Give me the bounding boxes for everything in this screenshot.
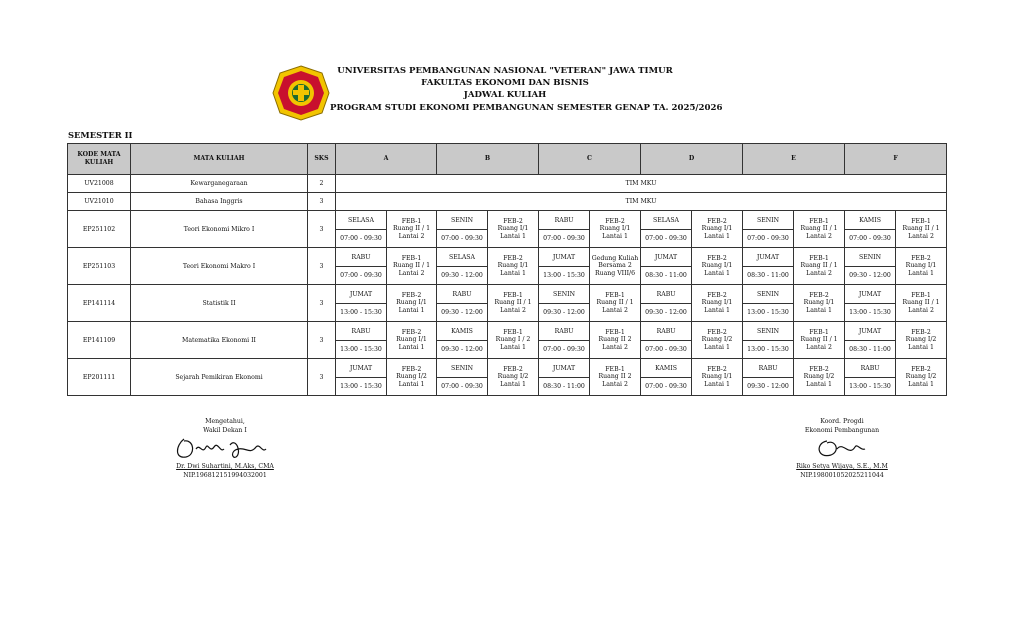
class-room-line: Lantai 1 xyxy=(806,306,832,314)
class-time: 08:30 - 11:00 xyxy=(539,378,590,396)
header-class-c: C xyxy=(539,144,641,175)
class-time: 13:00 - 15:30 xyxy=(336,378,387,396)
class-room-line: Ruang II / 1 xyxy=(800,262,838,270)
class-room-line: Lantai 1 xyxy=(398,380,425,388)
class-day: JUMAT xyxy=(641,248,692,267)
class-room-line: Ruang II / 1 xyxy=(392,225,431,233)
class-room-line: FEB-2 xyxy=(605,217,625,225)
class-room xyxy=(387,285,437,322)
mku-note: TIM MKU xyxy=(336,193,947,211)
class-room-line: Lantai 1 xyxy=(908,380,934,388)
class-room-line: Ruang II / 1 xyxy=(800,336,838,344)
class-room-line: FEB-2 xyxy=(911,328,931,336)
class-day: SENIN xyxy=(743,285,794,304)
class-room xyxy=(590,248,641,285)
course-code: EP141109 xyxy=(68,322,131,359)
course-name: Teori Ekonomi Mikro I xyxy=(131,211,308,248)
class-room-line: FEB-1 xyxy=(401,254,422,262)
course-sks: 3 xyxy=(308,193,336,211)
class-time: 13:00 - 15:30 xyxy=(845,378,896,396)
header-class-f: F xyxy=(845,144,947,175)
class-room-line: Lantai 2 xyxy=(500,306,526,314)
class-day: RABU xyxy=(539,211,590,230)
course-sks: 3 xyxy=(308,322,336,359)
class-time: 07:00 - 09:30 xyxy=(336,230,387,248)
class-room-line: Lantai 1 xyxy=(500,343,526,351)
class-room-line: FEB-2 xyxy=(401,365,422,373)
class-room-line: Lantai 2 xyxy=(908,306,934,314)
class-room-line: Lantai 1 xyxy=(806,380,832,388)
class-room-line: Lantai 2 xyxy=(398,269,425,277)
header-class-e: E xyxy=(743,144,845,175)
class-room-line: Ruang I/1 xyxy=(599,225,631,233)
class-room-line: Lantai 2 xyxy=(602,380,628,388)
class-room xyxy=(590,211,641,248)
class-room-line: FEB-1 xyxy=(503,328,523,336)
class-room xyxy=(488,322,539,359)
class-room-line: Lantai 1 xyxy=(500,269,526,277)
course-sks: 3 xyxy=(308,211,336,248)
class-time: 08:30 - 11:00 xyxy=(845,341,896,359)
table-row xyxy=(68,193,947,211)
class-room-line: Ruang I/2 xyxy=(905,336,937,344)
class-time: 07:00 - 09:30 xyxy=(641,230,692,248)
table-header-row xyxy=(68,144,947,175)
signature-right-name: Riko Setya Wijaya, S.E., M.M xyxy=(796,463,888,471)
class-day: JUMAT xyxy=(336,285,387,304)
class-room-line: Lantai 1 xyxy=(704,306,730,314)
class-day: KAMIS xyxy=(845,211,896,230)
class-room xyxy=(488,211,539,248)
class-room xyxy=(794,322,845,359)
class-room-line: Ruang I/1 xyxy=(396,299,427,307)
university-logo xyxy=(272,65,330,121)
class-time: 13:00 - 15:30 xyxy=(336,304,387,322)
class-room-line: Lantai 2 xyxy=(806,269,832,277)
class-room xyxy=(692,285,743,322)
class-room xyxy=(896,285,947,322)
class-day: JUMAT xyxy=(845,322,896,341)
class-room-line: Lantai 1 xyxy=(398,306,425,314)
class-room xyxy=(896,359,947,396)
class-room xyxy=(794,359,845,396)
class-room-line: FEB-1 xyxy=(401,217,422,225)
class-room-line: Lantai 1 xyxy=(398,343,425,351)
course-sks: 3 xyxy=(308,285,336,322)
class-room xyxy=(794,248,845,285)
class-room-line: Gedung Kuliah xyxy=(591,254,639,262)
class-room xyxy=(387,322,437,359)
signature-right-nip: NIP.198001052025211044 xyxy=(800,471,884,479)
course-code: EP251102 xyxy=(68,211,131,248)
class-room-line: Ruang I/2 xyxy=(905,373,937,381)
course-code: EP141114 xyxy=(68,285,131,322)
class-room-line: Ruang I/1 xyxy=(701,225,733,233)
class-time: 09:30 - 12:00 xyxy=(437,304,488,322)
class-room-line: Ruang I/2 xyxy=(396,373,427,381)
class-time: 07:00 - 09:30 xyxy=(437,230,488,248)
table-row xyxy=(68,248,947,267)
header-class-d: D xyxy=(641,144,743,175)
class-room-line: Ruang II / 1 xyxy=(902,299,940,307)
class-day: JUMAT xyxy=(743,248,794,267)
class-room-line: FEB-2 xyxy=(707,254,727,262)
class-room-line: Lantai 2 xyxy=(806,343,832,351)
program-title: PROGRAM STUDI EKONOMI PEMBANGUNAN SEMESTER GENAP TA. 2025/2026 xyxy=(330,102,723,113)
course-code: UV21010 xyxy=(68,193,131,211)
class-room xyxy=(794,285,845,322)
class-day: JUMAT xyxy=(336,359,387,378)
class-room-line: FEB-1 xyxy=(911,217,931,225)
course-sks: 2 xyxy=(308,175,336,193)
class-room-line: FEB-1 xyxy=(605,291,625,299)
course-sks: 3 xyxy=(308,248,336,285)
class-time: 09:30 - 12:00 xyxy=(539,304,590,322)
class-room-line: Lantai 1 xyxy=(602,232,628,240)
class-day: SENIN xyxy=(539,285,590,304)
class-time: 13:00 - 15:30 xyxy=(743,341,794,359)
class-room xyxy=(488,248,539,285)
class-room-line: Ruang I/1 xyxy=(701,373,733,381)
university-title: UNIVERSITAS PEMBANGUNAN NASIONAL "VETERAN" JAWA TIMUR xyxy=(337,66,673,76)
semester-label: SEMESTER II xyxy=(68,130,133,140)
document-header xyxy=(0,63,1024,123)
header-mata-kuliah: MATA KULIAH xyxy=(131,144,308,175)
class-room-line: Bersama 2 xyxy=(598,262,632,270)
logo-emblem-icon xyxy=(272,65,330,121)
class-room-line: Ruang II / 1 xyxy=(800,225,838,233)
class-time: 07:00 - 09:30 xyxy=(437,378,488,396)
class-room-line: Ruang I/2 xyxy=(803,373,835,381)
table-row xyxy=(68,285,947,304)
class-room xyxy=(794,211,845,248)
class-room-line: Ruang II / 1 xyxy=(392,262,431,270)
class-room xyxy=(387,248,437,285)
header-kode: KODE MATA KULIAH xyxy=(68,144,131,175)
signature-left-line2: Wakil Dekan I xyxy=(203,426,247,434)
class-day: SENIN xyxy=(743,322,794,341)
course-name: Statistik II xyxy=(131,285,308,322)
class-room xyxy=(590,359,641,396)
class-time: 07:00 - 09:30 xyxy=(539,341,590,359)
class-day: SENIN xyxy=(437,211,488,230)
course-name: Sejarah Pemikiran Ekonomi xyxy=(131,359,308,396)
class-day: KAMIS xyxy=(437,322,488,341)
class-room-line: Ruang I/1 xyxy=(497,262,529,270)
class-day: RABU xyxy=(336,248,387,267)
header-class-a: A xyxy=(336,144,437,175)
class-day: RABU xyxy=(641,285,692,304)
class-room-line: Lantai 2 xyxy=(806,232,832,240)
mku-note: TIM MKU xyxy=(336,175,947,193)
faculty-title: FAKULTAS EKONOMI DAN BISNIS xyxy=(421,78,589,89)
class-time: 09:30 - 12:00 xyxy=(743,378,794,396)
class-room-line: FEB-1 xyxy=(809,328,829,336)
class-time: 08:30 - 11:00 xyxy=(743,267,794,285)
class-room-line: FEB-2 xyxy=(911,254,931,262)
class-room-line: FEB-1 xyxy=(605,365,625,373)
class-room-line: Lantai 1 xyxy=(704,269,730,277)
class-time: 07:00 - 09:30 xyxy=(641,341,692,359)
class-time: 08:30 - 11:00 xyxy=(641,267,692,285)
class-room-line: FEB-2 xyxy=(707,328,727,336)
class-room xyxy=(692,248,743,285)
class-room-line: Lantai 2 xyxy=(602,343,628,351)
signature-left-line1: Mengetahui, xyxy=(205,418,245,425)
class-day: RABU xyxy=(437,285,488,304)
header-sks: SKS xyxy=(308,144,336,175)
class-day: SENIN xyxy=(845,248,896,267)
signature-left-nip: NIP.196812151994032001 xyxy=(183,471,267,479)
class-room-line: Ruang I / 2 xyxy=(495,336,531,344)
course-sks: 3 xyxy=(308,359,336,396)
class-time: 07:00 - 09:30 xyxy=(539,230,590,248)
class-room xyxy=(692,211,743,248)
class-room-line: FEB-2 xyxy=(707,217,727,225)
class-day: RABU xyxy=(539,322,590,341)
class-room-line: Ruang II / 1 xyxy=(596,299,634,307)
class-time: 13:00 - 15:30 xyxy=(743,304,794,322)
class-room xyxy=(488,359,539,396)
class-room xyxy=(387,359,437,396)
course-code: EP201111 xyxy=(68,359,131,396)
class-room-line: Ruang II / 1 xyxy=(902,225,940,233)
handwritten-signature-icon xyxy=(787,435,897,463)
class-day: JUMAT xyxy=(539,248,590,267)
class-time: 09:30 - 12:00 xyxy=(641,304,692,322)
course-name: Teori Ekonomi Makro I xyxy=(131,248,308,285)
course-name: Bahasa Inggris xyxy=(131,193,308,211)
class-room-line: Lantai 1 xyxy=(704,232,730,240)
class-time: 09:30 - 12:00 xyxy=(437,267,488,285)
table-row xyxy=(68,175,947,193)
class-room-line: FEB-1 xyxy=(911,291,931,299)
class-room-line: Lantai 1 xyxy=(500,380,526,388)
class-day: KAMIS xyxy=(641,359,692,378)
class-day: SELASA xyxy=(641,211,692,230)
class-room-line: FEB-2 xyxy=(911,365,931,373)
class-room-line: Ruang I/1 xyxy=(803,299,835,307)
class-time: 07:00 - 09:30 xyxy=(641,378,692,396)
class-room-line: FEB-2 xyxy=(401,291,422,299)
class-day: RABU xyxy=(336,322,387,341)
class-room-line: Ruang I/1 xyxy=(701,299,733,307)
course-name: Kewarganegaraan xyxy=(131,175,308,193)
class-room-line: Ruang I/1 xyxy=(497,225,529,233)
header-class-b: B xyxy=(437,144,539,175)
signature-right xyxy=(767,418,917,480)
class-room-line: FEB-1 xyxy=(503,291,523,299)
table-row xyxy=(68,211,947,230)
class-room-line: FEB-2 xyxy=(707,365,727,373)
class-room-line: FEB-1 xyxy=(605,328,625,336)
class-day: JUMAT xyxy=(539,359,590,378)
class-room xyxy=(896,322,947,359)
class-time: 07:00 - 09:30 xyxy=(336,267,387,285)
class-room-line: Lantai 1 xyxy=(500,232,526,240)
class-room xyxy=(896,248,947,285)
class-room-line: Ruang I/1 xyxy=(396,336,427,344)
class-time: 07:00 - 09:30 xyxy=(845,230,896,248)
class-room xyxy=(692,322,743,359)
course-code: EP251103 xyxy=(68,248,131,285)
class-time: 09:30 - 12:00 xyxy=(437,341,488,359)
class-room-line: FEB-2 xyxy=(401,328,422,336)
class-room-line: Lantai 1 xyxy=(908,343,934,351)
class-time: 13:00 - 15:30 xyxy=(539,267,590,285)
schedule-table xyxy=(67,143,947,396)
class-room-line: FEB-2 xyxy=(503,217,523,225)
class-day: SELASA xyxy=(437,248,488,267)
class-room xyxy=(692,359,743,396)
class-time: 09:30 - 12:00 xyxy=(845,267,896,285)
class-room-line: FEB-2 xyxy=(809,365,829,373)
class-time: 13:00 - 15:30 xyxy=(845,304,896,322)
class-room-line: Lantai 2 xyxy=(398,232,425,240)
class-room-line: Lantai 1 xyxy=(704,380,730,388)
class-room-line: Lantai 2 xyxy=(602,306,628,314)
class-room-line: Ruang II 2 xyxy=(598,336,632,344)
class-room-line: FEB-2 xyxy=(503,365,523,373)
signature-left xyxy=(150,418,300,480)
course-code: UV21008 xyxy=(68,175,131,193)
signature-right-line1: Koord. Progdi xyxy=(820,418,864,425)
class-day: RABU xyxy=(743,359,794,378)
class-room xyxy=(488,285,539,322)
class-room-line: Ruang I/2 xyxy=(497,373,529,381)
class-room-line: FEB-2 xyxy=(503,254,523,262)
class-day: RABU xyxy=(845,359,896,378)
class-room-line: Lantai 2 xyxy=(908,232,934,240)
class-day: RABU xyxy=(641,322,692,341)
handwritten-signature-icon xyxy=(170,435,280,463)
signature-left-name: Dr. Dwi Suhartini, M.Aks, CMA xyxy=(176,463,274,471)
class-room-line: Ruang VIII/6 xyxy=(594,269,636,277)
class-room-line: Ruang II 2 xyxy=(598,373,632,381)
class-room-line: Lantai 1 xyxy=(704,343,730,351)
class-room-line: FEB-1 xyxy=(809,217,829,225)
class-day: SENIN xyxy=(743,211,794,230)
class-day: SELASA xyxy=(336,211,387,230)
class-room-line: FEB-2 xyxy=(809,291,829,299)
class-room-line: Ruang I/1 xyxy=(701,262,733,270)
signature-right-line2: Ekonomi Pembangunan xyxy=(804,426,880,434)
class-room-line: FEB-2 xyxy=(707,291,727,299)
document-title: JADWAL KULIAH xyxy=(463,90,547,101)
class-room xyxy=(590,285,641,322)
class-day: SENIN xyxy=(437,359,488,378)
class-day: JUMAT xyxy=(845,285,896,304)
class-room xyxy=(387,211,437,248)
class-time: 13:00 - 15:30 xyxy=(336,341,387,359)
class-room-line: Ruang I/2 xyxy=(701,336,733,344)
table-row xyxy=(68,359,947,378)
course-name: Matematika Ekonomi II xyxy=(131,322,308,359)
class-room xyxy=(896,211,947,248)
class-time: 07:00 - 09:30 xyxy=(743,230,794,248)
class-room-line: Lantai 1 xyxy=(908,269,934,277)
class-room xyxy=(590,322,641,359)
table-row xyxy=(68,322,947,341)
class-room-line: FEB-1 xyxy=(809,254,829,262)
class-room-line: Ruang II / 1 xyxy=(494,299,532,307)
class-room-line: Ruang I/1 xyxy=(905,262,937,270)
